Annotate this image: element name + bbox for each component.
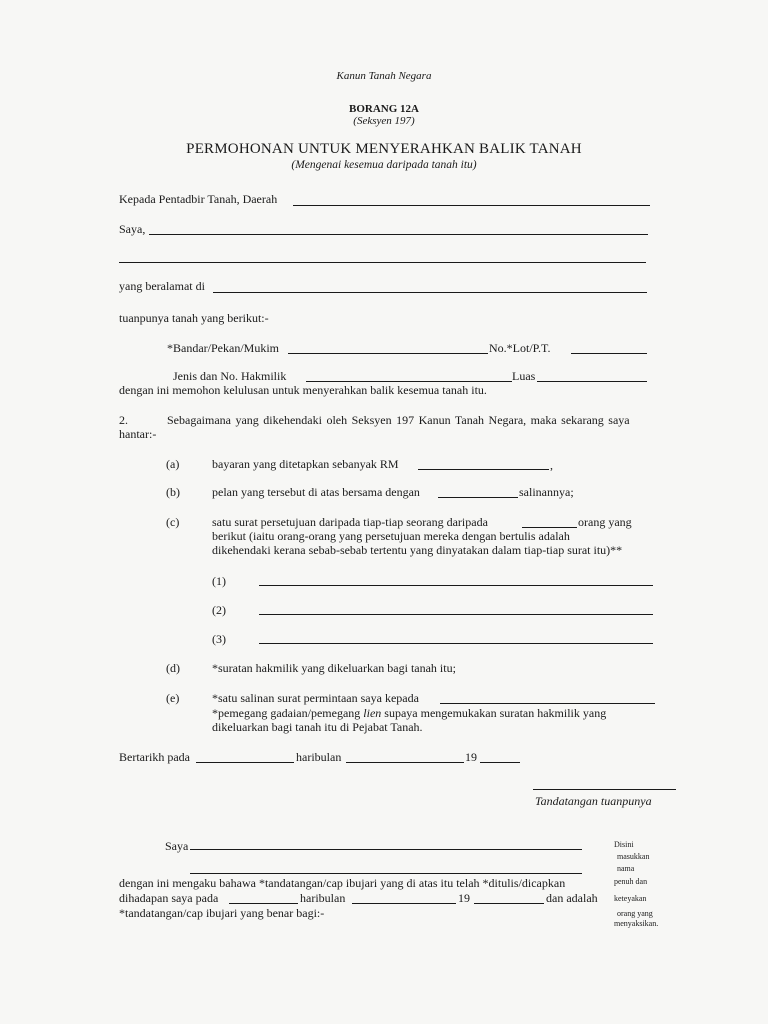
margin-note-7: menyaksikan. <box>614 919 659 928</box>
year-field[interactable] <box>480 762 520 763</box>
item-c-label: (c) <box>166 515 180 529</box>
para2-line2: hantar:- <box>119 427 157 441</box>
witness-name-field[interactable] <box>190 849 582 850</box>
item-a-label: (a) <box>166 457 180 471</box>
consent-2-field[interactable] <box>259 614 653 615</box>
item-c-text2: berikut (iaitu orang-orang yang persetujuan mereka dengan bertulis adalah <box>212 529 570 543</box>
haribulan-label: haribulan <box>296 750 342 764</box>
item-b-tail: salinannya; <box>519 485 574 499</box>
margin-note-2: masukkan <box>617 852 650 861</box>
district-field[interactable] <box>293 205 650 206</box>
witness-line2-b: haribulan <box>300 891 346 905</box>
witness-line2-c: 19 <box>458 891 470 905</box>
day-field[interactable] <box>196 762 294 763</box>
item-b-label: (b) <box>166 485 180 499</box>
item-e-text1: *satu salinan surat permintaan saya kepada <box>212 691 419 705</box>
margin-note-3: nama <box>617 864 635 873</box>
margin-note-1: Disini <box>614 840 634 849</box>
form-title: PERMOHONAN UNTUK MENYERAHKAN BALIK TANAH <box>186 141 582 157</box>
applicant-name-field-2[interactable] <box>119 262 646 263</box>
witness-line1: dengan ini mengaku bahawa *tandatangan/cap ibujari yang di atas itu telah *ditulis/dicapkan <box>119 876 566 890</box>
title-type-field[interactable] <box>306 381 512 382</box>
consent-1-label: (1) <box>212 574 226 588</box>
consent-count-field[interactable] <box>522 527 577 528</box>
locality-field[interactable] <box>288 353 488 354</box>
application-statement: dengan ini memohon kelulusan untuk menyerahkan balik kesemua tanah itu. <box>119 383 487 397</box>
item-b-text: pelan yang tersebut di atas bersama dengan <box>212 485 420 499</box>
act-name: Kanun Tanah Negara <box>336 70 432 82</box>
owner-signature-label: Tandatangan tuanpunya <box>535 794 652 808</box>
witness-line2-a: dihadapan saya pada <box>119 891 219 905</box>
locality-label: *Bandar/Pekan/Mukim <box>167 341 279 355</box>
applicant-label: Saya, <box>119 222 146 236</box>
item-c-text1-tail: orang yang <box>578 515 632 529</box>
consent-2-label: (2) <box>212 603 226 617</box>
margin-note-6: orang yang <box>617 909 653 918</box>
applicant-name-field[interactable] <box>149 234 648 235</box>
section-reference: (Seksyen 197) <box>353 115 415 127</box>
address-field[interactable] <box>213 292 647 293</box>
item-a-text: bayaran yang ditetapkan sebanyak RM <box>212 457 399 471</box>
address-label: yang beralamat di <box>119 279 205 293</box>
witness-label: Saya <box>165 839 189 853</box>
item-e-text2: *pemegang gadaian/pemegang lien supaya mengemukakan suratan hakmilik yang <box>212 706 607 720</box>
dated-label: Bertarikh pada <box>119 750 190 764</box>
owner-label: tuanpunya tanah yang berikut:- <box>119 311 269 325</box>
margin-note-4: penuh dan <box>614 877 648 886</box>
owner-signature-field[interactable] <box>533 789 676 790</box>
lot-label: No.*Lot/P.T. <box>489 341 551 355</box>
witness-line3: *tandatangan/cap ibujari yang benar bagi:- <box>119 906 325 920</box>
witness-month-field[interactable] <box>352 903 456 904</box>
item-d-text: *suratan hakmilik yang dikeluarkan bagi tanah itu; <box>212 661 456 675</box>
item-a-tail: , <box>550 458 553 472</box>
item-e-text3: dikeluarkan bagi tanah itu di Pejabat Tanah. <box>212 720 423 734</box>
margin-note-5: keteyakan <box>614 894 647 903</box>
copies-field[interactable] <box>438 497 518 498</box>
para2-line1: Sebagaimana yang dikehendaki oleh Seksyen 197 Kanun Tanah Negara, maka sekarang saya <box>167 413 630 427</box>
form-subtitle: (Mengenai kesemua daripada tanah itu) <box>291 159 477 171</box>
witness-name-field-2[interactable] <box>190 873 582 874</box>
year-prefix: 19 <box>465 750 477 764</box>
month-field[interactable] <box>346 762 464 763</box>
consent-1-field[interactable] <box>259 585 653 586</box>
item-e-label: (e) <box>166 691 180 705</box>
consent-3-label: (3) <box>212 632 226 646</box>
to-admin-label: Kepada Pentadbir Tanah, Daerah <box>119 192 278 206</box>
request-recipient-field[interactable] <box>440 703 655 704</box>
para2-number: 2. <box>119 413 128 427</box>
witness-line2-d: dan adalah <box>546 891 598 905</box>
fee-amount-field[interactable] <box>418 469 549 470</box>
title-type-label: Jenis dan No. Hakmilik <box>173 369 287 383</box>
area-label: Luas <box>512 369 536 383</box>
area-field[interactable] <box>537 381 647 382</box>
witness-day-field[interactable] <box>229 903 298 904</box>
item-c-text3: dikehendaki kerana sebab-sebab tertentu yang dinyatakan dalam tiap-tiap surat itu)** <box>212 543 623 557</box>
form-number: BORANG 12A <box>349 103 419 115</box>
item-c-text1: satu surat persetujuan daripada tiap-tiap seorang daripada <box>212 515 488 529</box>
witness-year-field[interactable] <box>474 903 544 904</box>
item-d-label: (d) <box>166 661 180 675</box>
lot-field[interactable] <box>571 353 647 354</box>
consent-3-field[interactable] <box>259 643 653 644</box>
